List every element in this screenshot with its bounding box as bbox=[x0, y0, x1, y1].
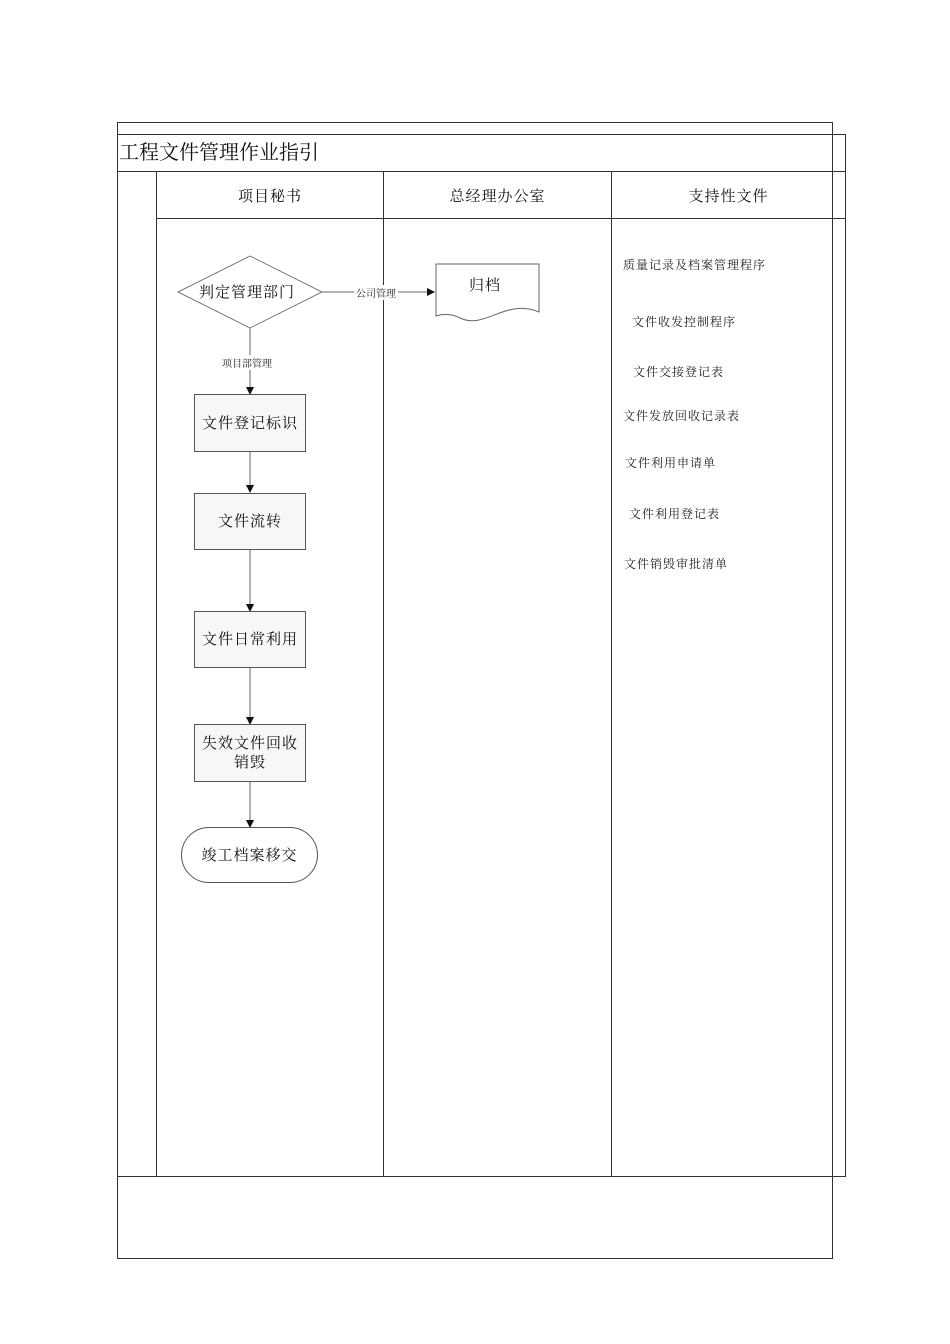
step-daily-use: 文件日常利用 bbox=[194, 611, 306, 668]
lane-header-secretary: 项目秘书 bbox=[237, 186, 302, 205]
step-register: 文件登记标识 bbox=[194, 394, 306, 452]
end-handover: 竣工档案移交 bbox=[181, 827, 318, 883]
support-doc-3: 文件交接登记表 bbox=[633, 365, 725, 379]
edge-company-label: 公司管理 bbox=[354, 285, 398, 300]
step-circulate: 文件流转 bbox=[194, 493, 306, 550]
support-doc-6: 文件利用登记表 bbox=[629, 507, 721, 521]
support-doc-4: 文件发放回收记录表 bbox=[623, 409, 741, 423]
lane-header-office: 总经理办公室 bbox=[449, 186, 546, 205]
step-destroy: 失效文件回收销毁 bbox=[194, 724, 306, 782]
support-doc-1: 质量记录及档案管理程序 bbox=[623, 258, 767, 272]
support-doc-5: 文件利用申请单 bbox=[625, 456, 717, 470]
page-title: 工程文件管理作业指引 bbox=[119, 140, 319, 164]
decision-label: 判定管理部门 bbox=[199, 283, 296, 301]
lane-header-support: 支持性文件 bbox=[688, 186, 769, 205]
archive-label: 归档 bbox=[469, 276, 502, 294]
support-doc-7: 文件销毁审批清单 bbox=[624, 557, 729, 571]
edge-project-label: 项目部管理 bbox=[222, 355, 272, 370]
support-doc-2: 文件收发控制程序 bbox=[632, 315, 737, 329]
